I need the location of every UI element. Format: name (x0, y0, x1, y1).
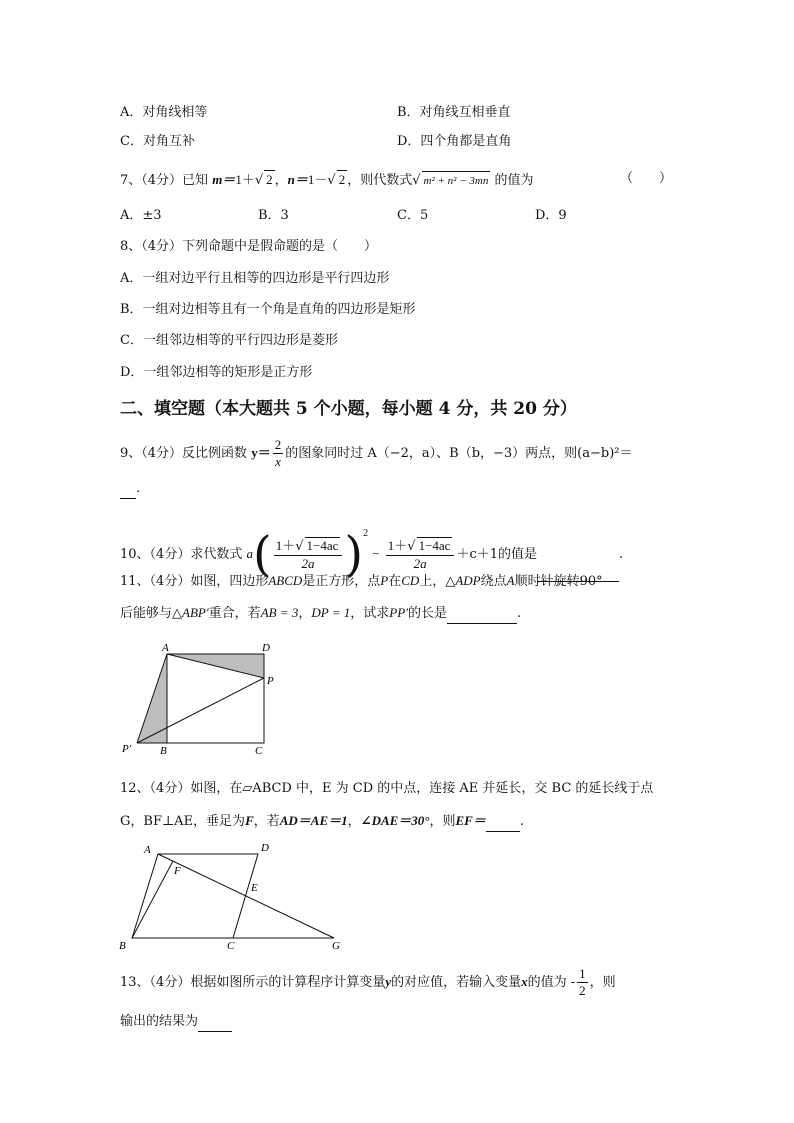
q7-expression: m² + n² − 3mn (422, 171, 491, 190)
q12-label-b: B (119, 940, 126, 952)
sqrt-icon: √ (295, 539, 304, 554)
q11-label-a: A (162, 642, 169, 654)
q11-dp: DP = 1 (311, 605, 351, 620)
q12-f: F (245, 813, 254, 828)
q11-line-2 (120, 604, 521, 624)
q10-tail: ＋c＋1的值是 (456, 547, 537, 562)
q12-segment-ag (158, 854, 334, 938)
q11-ab: AB = 3 (260, 605, 299, 620)
q6-option-a: A．对角线相等 (120, 105, 208, 120)
q13-x: x (521, 974, 528, 989)
q9-fraction (273, 437, 284, 470)
q10-frac1-den: 2a (301, 556, 315, 571)
sqrt-icon: √ (407, 539, 416, 554)
q10-frac2-den: 2a (413, 556, 427, 571)
q11-text-c: 在 (388, 574, 402, 589)
q11-text-e: 绕点 (480, 574, 507, 589)
q10-minus: − (372, 546, 380, 561)
q9-end: . (136, 481, 141, 496)
q11-a: A (506, 573, 515, 588)
q11-text-k: 的长是 (407, 606, 447, 621)
q12-text-d: ，则 (429, 814, 456, 829)
q9-text: 的图象同时过 A（−2，a）、B（b，−3）两点，则(a−b)²＝ (285, 446, 633, 461)
q11-text-i: ， (298, 606, 312, 621)
q6-option-b: B．对角线互相垂直 (397, 105, 511, 120)
q11-text-h: 重合，若 (208, 606, 261, 621)
q7-mid: ，则代数式 (347, 173, 413, 188)
q11-text-a: 11、（4分）如图，四边形 (120, 574, 269, 589)
q13-text-b: 的对应值，若输入变量 (391, 975, 522, 990)
section-2-title: 二、填空题（本大题共 5 个小题，每小题 4 分，共 20 分） (120, 399, 577, 419)
q12-line-2 (120, 812, 524, 832)
q13-text-c: 的值为 - (527, 975, 576, 990)
q8-option-c: C．一组邻边相等的平行四边形是菱形 (120, 333, 338, 348)
q12-figure (114, 836, 350, 956)
q7-suffix: 的值为 (494, 173, 534, 188)
q12-angle: ∠DAE＝30° (360, 813, 430, 828)
q12-label-a: A (144, 844, 151, 856)
q11-answer-blank (447, 605, 517, 624)
q11-figure (118, 640, 288, 758)
q10-prefix: 10、（4分）求代数式 (120, 547, 243, 562)
q8-option-a: A．一组对边平行且相等的四边形是平行四边形 (120, 271, 390, 286)
q10-square: 2 (363, 528, 369, 539)
q11-label-p: P (267, 675, 274, 687)
q6-option-d: D．四个角都是直角 (397, 134, 512, 149)
q9-frac-den: x (275, 454, 281, 469)
q11-label-b: B (160, 745, 167, 757)
q12-text-c: ， (347, 814, 361, 829)
q11-p: P (380, 573, 389, 588)
sqrt-icon: √ (327, 173, 336, 188)
q11-text-f: 顺时针旋转90° (514, 574, 603, 589)
q10-fraction-2 (386, 537, 455, 572)
q6-option-c: C．对角互补 (120, 134, 195, 149)
q11-abcd: ABCD (268, 573, 303, 588)
q11-pp: PP′ (389, 605, 408, 620)
q10-frac2-num (386, 537, 455, 556)
q7-option-d: D．9 (535, 208, 567, 223)
q13-frac-num: 1 (579, 966, 586, 981)
q13-y: y (385, 974, 392, 989)
q13-answer-blank (198, 1013, 232, 1032)
q10-frac2-num-a: 1＋ (387, 538, 408, 553)
q12-end: . (519, 814, 524, 829)
q13-line-1 (120, 965, 616, 1000)
q12-label-c: C (227, 940, 235, 952)
q12-label-e: E (251, 882, 258, 894)
q8-stem: 8、（4分）下列命题中是假命题的是（ ） (120, 239, 378, 254)
q12-ad-ae: AD＝AE＝1 (279, 813, 348, 828)
q7-option-a: A．±3 (120, 208, 162, 223)
q11-text-g: 后能够与△ (120, 606, 182, 621)
q10-a: a (246, 546, 253, 561)
q12-parallelogram-abcd (132, 854, 258, 938)
q9-answer-line (120, 480, 140, 499)
q7-n-value: 1－ (307, 172, 328, 187)
q11-text-j: ，试求 (350, 606, 390, 621)
q7-n-radicand: 2 (338, 172, 346, 187)
q12-answer-blank (486, 813, 520, 832)
q7-m-radicand: 2 (266, 172, 273, 187)
q13-text-e: 输出的结果为 (120, 1014, 199, 1029)
q11-end: . (517, 606, 522, 621)
q13-text-d: ，则 (589, 975, 616, 990)
q11-adp: ADP (455, 573, 481, 588)
q9-answer-blank (120, 480, 136, 499)
q12-ef: EF＝ (455, 813, 486, 828)
q13-fraction (577, 966, 588, 999)
sqrt-icon: √ (254, 173, 264, 188)
q11-text-d: 上，△ (419, 574, 456, 589)
q12-label-d: D (261, 842, 269, 854)
q10-fraction-1 (274, 537, 343, 572)
q10-end: . (619, 547, 624, 562)
q8-option-b: B．一组对边相等且有一个角是直角的四边形是矩形 (120, 302, 416, 317)
q7-prefix: 7、（4分）已知 (120, 173, 209, 188)
left-paren-icon: ( (252, 526, 272, 583)
q7-m-value: 1＋ (235, 172, 255, 187)
q10-frac1-radicand: 1−4ac (306, 538, 339, 553)
q12-text-a: G，BF⊥AE，垂足为 (120, 814, 246, 829)
q11-label-d: D (262, 642, 270, 654)
q11-line-1 (120, 572, 603, 591)
q9-stem (120, 436, 633, 471)
q11-cd: CD (401, 573, 420, 588)
q12-text-b: ，若 (253, 814, 280, 829)
right-paren-icon: ) (344, 526, 364, 583)
q8-option-d: D．一组邻边相等的矩形是正方形 (120, 365, 313, 380)
q13-text-a: 13、（4分）根据如图所示的计算程序计算变量 (120, 975, 386, 990)
q12-line-1: 12、（4分）如图，在▱ABCD 中，E 为 CD 的中点，连接 AE 并延长，交 BC 的延长线于点 (120, 781, 654, 796)
q7-stem: 7、（4分）已知 m＝1＋√ 2 ，n＝1－√ 2 ，则代数式√ m² + n² − 3mn 的值为 (120, 172, 534, 188)
q11-label-p2: P′ (122, 743, 132, 755)
q7-n-label: n＝ (287, 172, 308, 187)
q9-y-eq: y＝ (251, 445, 271, 460)
q7-answer-paren: （ ） (620, 171, 673, 186)
q11-text-b: 是正方形，点 (302, 574, 381, 589)
q7-option-b: B．3 (258, 208, 289, 223)
q13-line-2 (120, 1013, 232, 1032)
q10-frac1-num (274, 537, 343, 556)
q11-label-c: C (255, 745, 263, 757)
q12-label-g: G (332, 940, 340, 952)
sqrt-icon: √ (412, 173, 421, 188)
q13-frac-den: 2 (579, 983, 586, 998)
q10-frac2-radicand: 1−4ac (418, 538, 451, 553)
q9-frac-num: 2 (274, 437, 282, 452)
q7-m-label: m＝ (212, 172, 236, 187)
q9-prefix: 9、（4分）反比例函数 (120, 446, 248, 461)
q10-stem (120, 508, 623, 582)
q12-label-f: F (174, 865, 181, 877)
q11-abp: ABP′ (182, 605, 209, 620)
q10-frac1-num-a: 1＋ (275, 538, 296, 553)
q7-option-c: C．5 (397, 208, 429, 223)
